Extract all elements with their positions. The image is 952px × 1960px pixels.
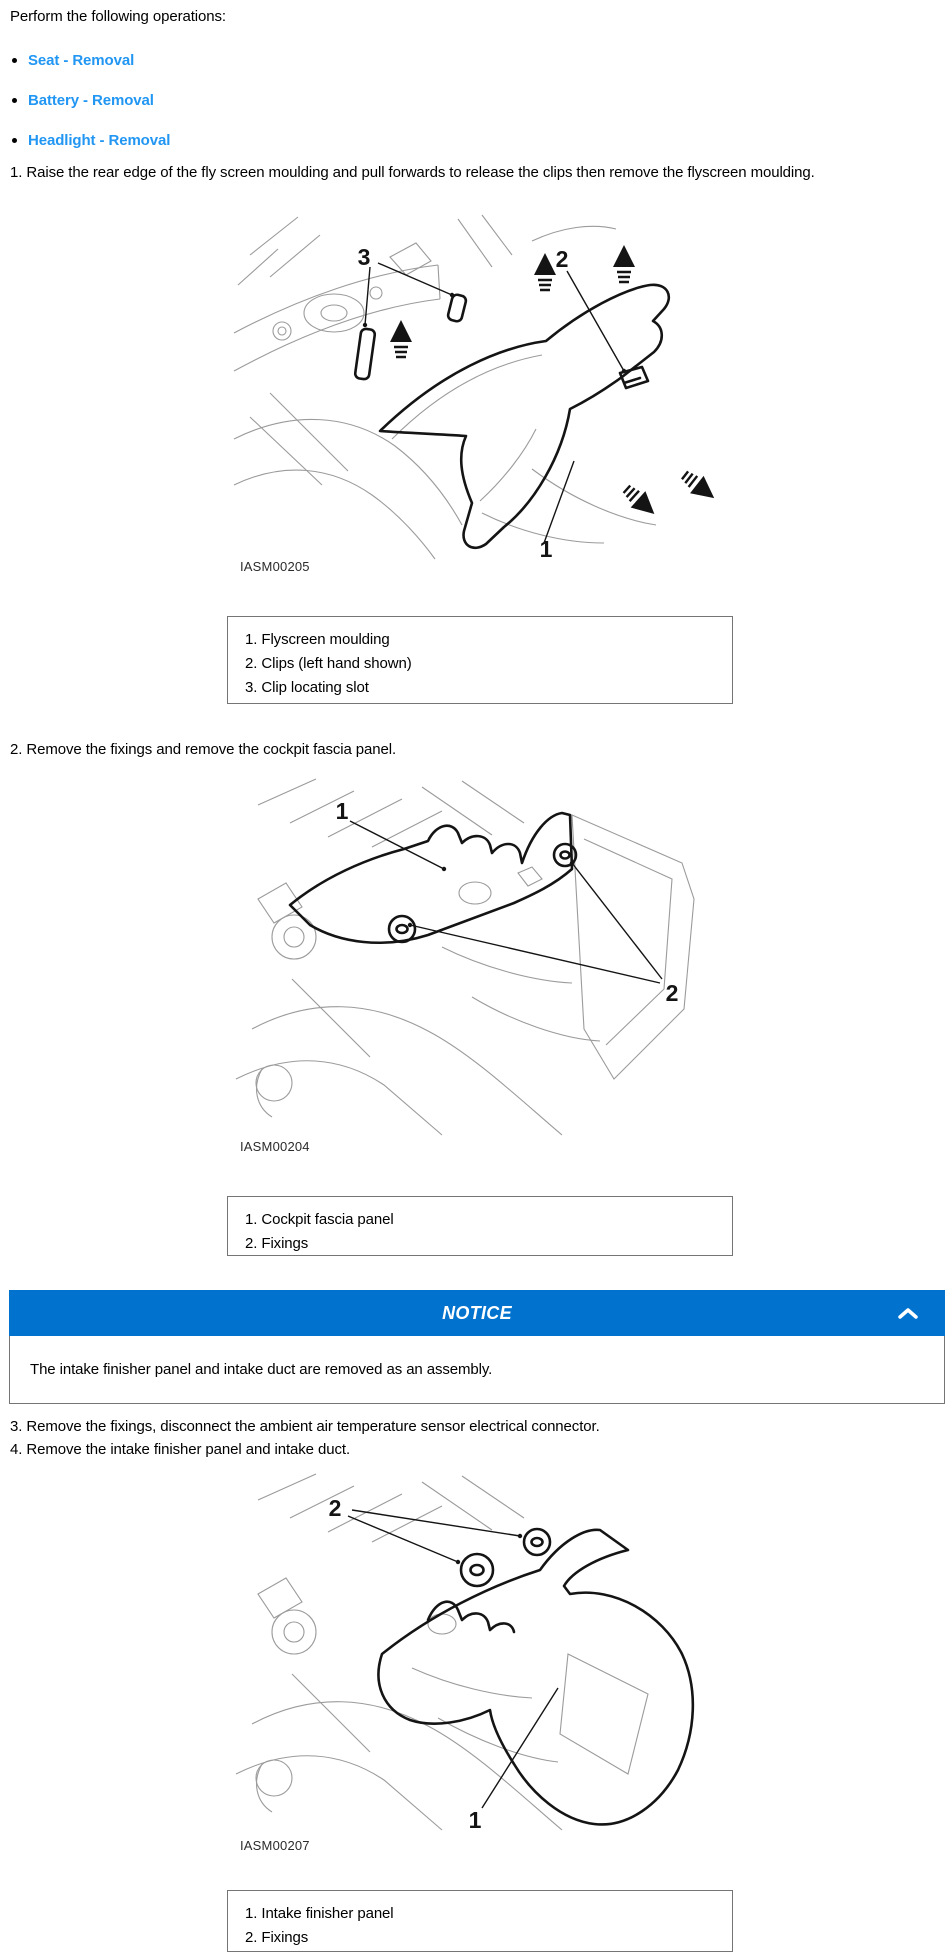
operations-list: [12, 40, 170, 160]
callout-3-clip-locating-slot: 3: [357, 244, 371, 270]
callout-2-fixings: 2: [665, 980, 679, 1006]
step-3-text: 3. Remove the fixings, disconnect the ambient air temperature sensor electrical connector.: [10, 1418, 600, 1435]
callout-1-cockpit-fascia: 1: [335, 798, 349, 824]
legend-item: 2. Fixings: [245, 1235, 309, 1252]
notice-body: [9, 1336, 945, 1404]
figure3-image-id: IASM00207: [240, 1838, 310, 1853]
callout-1-flyscreen: 1: [539, 536, 553, 561]
figure-intake-finisher-removal: [232, 1472, 733, 1832]
removal-arrow-icon: [678, 467, 721, 507]
figure1-legend: [227, 616, 733, 704]
operation-link-headlight[interactable]: Headlight - Removal: [28, 131, 171, 149]
notice-banner[interactable]: [9, 1290, 945, 1336]
legend-item: 2. Clips (left hand shown): [245, 655, 412, 672]
figure2-legend: [227, 1196, 733, 1256]
legend-item: 2. Fixings: [245, 1929, 309, 1946]
operation-item-headlight: [12, 120, 170, 160]
figure3-legend: [227, 1890, 733, 1952]
figure-cockpit-fascia-removal: [232, 777, 733, 1137]
operation-link-battery[interactable]: Battery - Removal: [28, 91, 154, 109]
removal-arrow-icon: [390, 320, 412, 357]
operation-item-battery: [12, 80, 170, 120]
operation-link-seat[interactable]: Seat - Removal: [28, 51, 135, 69]
figure1-image-id: IASM00205: [240, 559, 310, 574]
bullet-icon: [12, 138, 17, 143]
step-2-text: 2. Remove the fixings and remove the cockpit fascia panel.: [10, 741, 397, 758]
chevron-up-icon[interactable]: [897, 1306, 919, 1320]
removal-arrow-icon: [620, 481, 662, 522]
removal-arrow-icon: [534, 253, 556, 290]
callout-1-intake-finisher: 1: [468, 1807, 482, 1832]
figure2-image-id: IASM00204: [240, 1139, 310, 1154]
operation-item-seat: [12, 40, 170, 80]
bullet-icon: [12, 58, 17, 63]
legend-item: 1. Intake finisher panel: [245, 1905, 394, 1922]
notice-title: NOTICE: [442, 1302, 512, 1323]
step-1-text: 1. Raise the rear edge of the fly screen moulding and pull forwards to release the clips then remove the flyscreen moulding.: [10, 164, 815, 181]
removal-arrow-icon: [613, 245, 635, 282]
legend-item: 3. Clip locating slot: [245, 679, 369, 696]
figure-flyscreen-removal: [232, 213, 733, 561]
callout-2-fixings: 2: [328, 1495, 342, 1521]
legend-item: 1. Flyscreen moulding: [245, 631, 390, 648]
notice-body-text: The intake finisher panel and intake duct are removed as an assembly.: [30, 1361, 493, 1378]
intro-text: Perform the following operations:: [10, 8, 226, 25]
legend-item: 1. Cockpit fascia panel: [245, 1211, 394, 1228]
callout-2-clips: 2: [555, 246, 569, 272]
bullet-icon: [12, 98, 17, 103]
step-4-text: 4. Remove the intake finisher panel and intake duct.: [10, 1441, 351, 1458]
